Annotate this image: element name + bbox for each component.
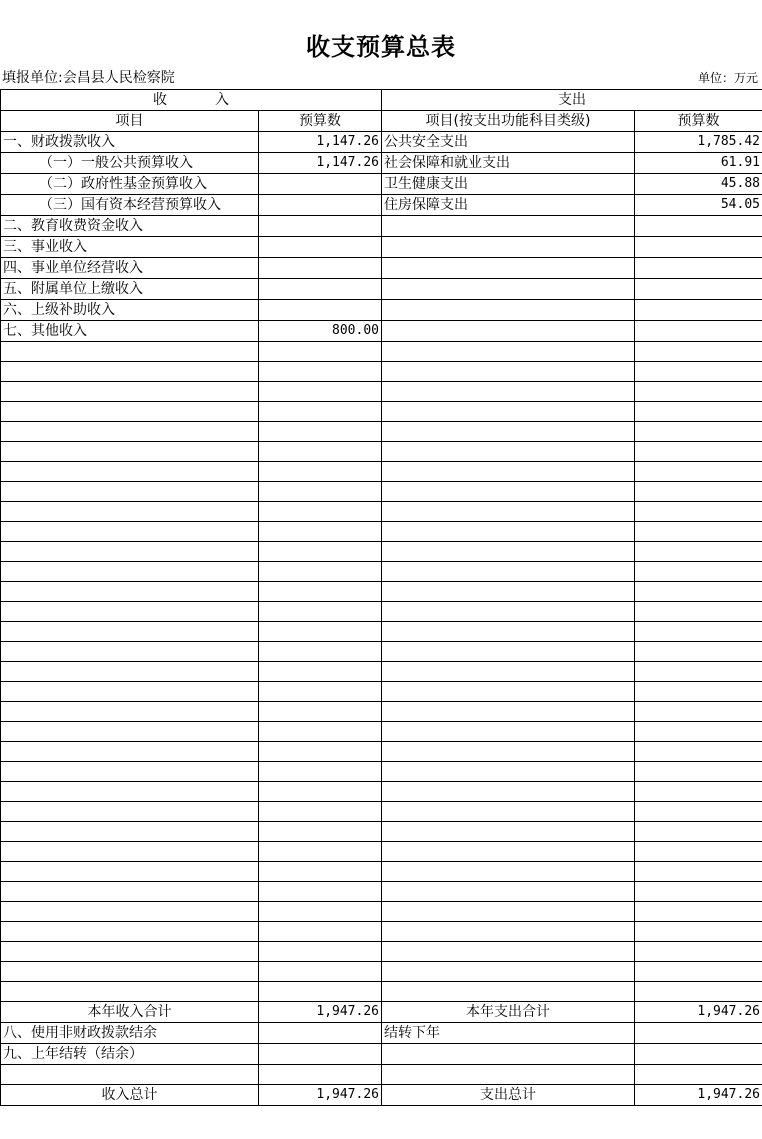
empty-cell	[635, 702, 762, 722]
income-item: 三、事业收入	[1, 237, 259, 258]
blank-row	[1, 462, 762, 482]
blank-row	[1, 682, 762, 702]
empty-cell	[259, 422, 382, 442]
expense-item	[382, 216, 635, 237]
empty-cell	[1, 842, 259, 862]
income-value	[259, 258, 382, 279]
empty-cell	[1, 462, 259, 482]
income-value: 1,147.26	[259, 153, 382, 174]
empty-cell	[1, 402, 259, 422]
empty-cell	[1, 662, 259, 682]
year-total-row	[1, 1002, 762, 1023]
empty-cell	[259, 522, 382, 542]
empty-cell	[259, 962, 382, 982]
empty-cell	[382, 942, 635, 962]
expense-value	[635, 258, 762, 279]
income-header	[1, 90, 382, 111]
empty-cell	[382, 502, 635, 522]
table-row	[1, 279, 762, 300]
empty-cell	[1, 982, 259, 1002]
expense-value	[635, 237, 762, 258]
empty-cell	[635, 562, 762, 582]
table-row	[1, 216, 762, 237]
expense-item: 公共安全支出	[382, 132, 635, 153]
blank-row	[1, 662, 762, 682]
empty-cell	[1, 902, 259, 922]
expense-header: 支出	[382, 90, 762, 111]
blank-row	[1, 902, 762, 922]
empty-cell	[1, 502, 259, 522]
empty-cell	[259, 762, 382, 782]
income-total-label: 收入总计	[1, 1085, 259, 1106]
table-row	[1, 258, 762, 279]
empty-cell	[635, 622, 762, 642]
year-expense-label: 本年支出合计	[382, 1002, 635, 1023]
empty-cell	[635, 362, 762, 382]
empty-cell	[382, 782, 635, 802]
empty-cell	[1, 942, 259, 962]
empty-cell	[382, 722, 635, 742]
income-value	[259, 174, 382, 195]
empty-cell	[1, 802, 259, 822]
blank-row	[1, 922, 762, 942]
expense-value: 54.05	[635, 195, 762, 216]
table-row	[1, 300, 762, 321]
empty-cell	[635, 982, 762, 1002]
blank-row	[1, 722, 762, 742]
empty-cell	[635, 422, 762, 442]
empty-cell	[382, 902, 635, 922]
empty-cell	[1, 682, 259, 702]
empty-cell	[382, 922, 635, 942]
empty-cell	[259, 982, 382, 1002]
empty-cell	[259, 482, 382, 502]
income-item: 一、财政拨款收入	[1, 132, 259, 153]
expense-item	[382, 258, 635, 279]
blank-row	[1, 1065, 762, 1085]
empty-cell	[259, 782, 382, 802]
empty-cell	[1, 762, 259, 782]
income-value	[259, 300, 382, 321]
empty-cell	[259, 722, 382, 742]
blank-row	[1, 602, 762, 622]
empty-cell	[635, 382, 762, 402]
empty-cell	[1, 602, 259, 622]
empty-cell	[635, 882, 762, 902]
empty-cell	[259, 622, 382, 642]
blank-row	[1, 582, 762, 602]
carry-forward-label: 结转下年	[382, 1023, 635, 1044]
empty-cell	[259, 882, 382, 902]
empty-cell	[259, 542, 382, 562]
empty-cell	[635, 922, 762, 942]
empty-cell	[259, 382, 382, 402]
income-item: （三）国有资本经营预算收入	[1, 195, 259, 216]
empty-cell	[382, 402, 635, 422]
blank-row	[1, 802, 762, 822]
empty-cell	[635, 822, 762, 842]
empty-cell	[1, 922, 259, 942]
empty-cell	[382, 622, 635, 642]
empty-cell	[259, 822, 382, 842]
empty-cell	[259, 442, 382, 462]
income-value	[259, 237, 382, 258]
empty-cell	[382, 862, 635, 882]
income-item: 六、上级补助收入	[1, 300, 259, 321]
empty-cell	[1, 642, 259, 662]
empty-cell	[635, 342, 762, 362]
income-item: 二、教育收费资金收入	[1, 216, 259, 237]
empty-cell	[635, 462, 762, 482]
year-expense-value: 1,947.26	[635, 1002, 762, 1023]
blank-row	[1, 862, 762, 882]
empty-cell	[382, 1065, 635, 1085]
income-header-char2: 入	[215, 92, 229, 108]
income-value	[259, 195, 382, 216]
empty-cell	[259, 662, 382, 682]
empty-cell	[1, 702, 259, 722]
empty-cell	[1, 342, 259, 362]
blank-row	[1, 822, 762, 842]
table-row	[1, 237, 762, 258]
row8-label: 八、使用非财政拨款结余	[1, 1023, 259, 1044]
empty-cell	[1, 782, 259, 802]
blank-row	[1, 522, 762, 542]
header-row-sub	[1, 111, 762, 132]
empty-cell	[1, 862, 259, 882]
empty-cell	[1, 1065, 259, 1085]
empty-cell	[1, 562, 259, 582]
expense-item	[382, 300, 635, 321]
empty-cell	[1, 722, 259, 742]
empty-cell	[635, 642, 762, 662]
income-value: 800.00	[259, 321, 382, 342]
expense-budget-header: 预算数	[635, 111, 762, 132]
empty-cell	[635, 782, 762, 802]
empty-cell	[259, 502, 382, 522]
empty-cell	[382, 482, 635, 502]
empty-cell	[635, 902, 762, 922]
table-row	[1, 153, 762, 174]
expense-item	[382, 321, 635, 342]
empty-cell	[1, 522, 259, 542]
expense-value	[635, 216, 762, 237]
income-value	[259, 279, 382, 300]
blank-row	[1, 342, 762, 362]
empty-cell	[635, 742, 762, 762]
year-income-value: 1,947.26	[259, 1002, 382, 1023]
empty-cell	[259, 562, 382, 582]
expense-item: 住房保障支出	[382, 195, 635, 216]
empty-cell	[259, 342, 382, 362]
blank-row	[1, 962, 762, 982]
expense-value	[635, 300, 762, 321]
blank-row	[1, 622, 762, 642]
empty-cell	[382, 982, 635, 1002]
empty-cell	[382, 702, 635, 722]
empty-cell	[259, 922, 382, 942]
expense-item-header: 项目(按支出功能科目类级)	[382, 111, 635, 132]
income-item: 四、事业单位经营收入	[1, 258, 259, 279]
income-item: （二）政府性基金预算收入	[1, 174, 259, 195]
empty-cell	[259, 582, 382, 602]
blank-row	[1, 762, 762, 782]
blank-row	[1, 362, 762, 382]
empty-cell	[382, 682, 635, 702]
empty-cell	[382, 582, 635, 602]
blank-row	[1, 842, 762, 862]
table-row	[1, 174, 762, 195]
empty-cell	[259, 362, 382, 382]
empty-cell	[259, 942, 382, 962]
empty-cell	[635, 962, 762, 982]
empty-cell	[1, 362, 259, 382]
empty-cell	[635, 402, 762, 422]
expense-item: 卫生健康支出	[382, 174, 635, 195]
empty-cell	[382, 422, 635, 442]
blank-row	[1, 782, 762, 802]
empty-cell	[635, 662, 762, 682]
table-row	[1, 321, 762, 342]
income-value	[259, 216, 382, 237]
empty-cell	[259, 742, 382, 762]
income-value: 1,147.26	[259, 132, 382, 153]
income-item: （一）一般公共预算收入	[1, 153, 259, 174]
expense-item: 社会保障和就业支出	[382, 153, 635, 174]
empty-cell	[1, 582, 259, 602]
empty-cell	[382, 362, 635, 382]
previous-year-row	[1, 1044, 762, 1065]
expense-value: 45.88	[635, 174, 762, 195]
page-title: 收支预算总表	[306, 32, 456, 61]
blank-row	[1, 942, 762, 962]
empty-cell	[382, 342, 635, 362]
empty-cell	[1, 442, 259, 462]
row9-label: 九、上年结转（结余）	[1, 1044, 259, 1065]
blank-row	[1, 702, 762, 722]
empty-cell	[635, 1044, 762, 1065]
empty-cell	[259, 802, 382, 822]
expense-total-label: 支出总计	[382, 1085, 635, 1106]
expense-value	[635, 321, 762, 342]
expense-value: 1,785.42	[635, 132, 762, 153]
empty-cell	[382, 1044, 635, 1065]
grand-total-row	[1, 1085, 762, 1106]
expense-item	[382, 237, 635, 258]
row8-value	[259, 1023, 382, 1044]
empty-cell	[382, 882, 635, 902]
blank-row	[1, 642, 762, 662]
empty-cell	[382, 822, 635, 842]
empty-cell	[259, 402, 382, 422]
blank-row	[1, 742, 762, 762]
empty-cell	[382, 962, 635, 982]
empty-cell	[259, 702, 382, 722]
empty-cell	[382, 762, 635, 782]
empty-cell	[635, 482, 762, 502]
empty-cell	[382, 602, 635, 622]
empty-cell	[635, 842, 762, 862]
blank-row	[1, 882, 762, 902]
empty-cell	[1, 382, 259, 402]
empty-cell	[1, 882, 259, 902]
expense-value: 61.91	[635, 153, 762, 174]
year-income-label: 本年收入合计	[1, 1002, 259, 1023]
empty-cell	[1, 622, 259, 642]
blank-row	[1, 542, 762, 562]
empty-cell	[259, 602, 382, 622]
empty-cell	[259, 642, 382, 662]
empty-cell	[1, 482, 259, 502]
empty-cell	[635, 942, 762, 962]
expense-value	[635, 279, 762, 300]
table-row	[1, 132, 762, 153]
income-item: 五、附属单位上缴收入	[1, 279, 259, 300]
blank-row	[1, 442, 762, 462]
blank-row	[1, 482, 762, 502]
empty-cell	[1, 422, 259, 442]
empty-cell	[382, 742, 635, 762]
empty-cell	[635, 522, 762, 542]
carry-forward-value	[635, 1023, 762, 1044]
empty-cell	[635, 722, 762, 742]
reporting-unit: 填报单位:会昌县人民检察院	[2, 70, 175, 86]
empty-cell	[1, 542, 259, 562]
empty-cell	[635, 502, 762, 522]
empty-cell	[635, 542, 762, 562]
empty-cell	[382, 662, 635, 682]
blank-row	[1, 502, 762, 522]
empty-cell	[382, 802, 635, 822]
empty-cell	[382, 542, 635, 562]
empty-cell	[382, 442, 635, 462]
empty-cell	[1, 962, 259, 982]
table-row	[1, 195, 762, 216]
empty-cell	[635, 442, 762, 462]
income-total-value: 1,947.26	[259, 1085, 382, 1106]
empty-cell	[259, 902, 382, 922]
expense-item	[382, 279, 635, 300]
blank-row	[1, 402, 762, 422]
blank-row	[1, 422, 762, 442]
expense-total-value: 1,947.26	[635, 1085, 762, 1106]
empty-cell	[635, 682, 762, 702]
empty-cell	[259, 842, 382, 862]
currency-unit: 单位：万元	[697, 71, 758, 85]
empty-cell	[382, 842, 635, 862]
empty-cell	[1, 742, 259, 762]
empty-cell	[382, 462, 635, 482]
empty-cell	[259, 682, 382, 702]
non-fiscal-balance-row	[1, 1023, 762, 1044]
row9-value	[259, 1044, 382, 1065]
blank-row	[1, 982, 762, 1002]
income-item-header: 项目	[1, 111, 259, 132]
income-header-char1: 收	[153, 92, 167, 108]
empty-cell	[635, 602, 762, 622]
income-item: 七、其他收入	[1, 321, 259, 342]
budget-table	[0, 89, 762, 1106]
income-budget-header: 预算数	[259, 111, 382, 132]
empty-cell	[382, 522, 635, 542]
empty-cell	[259, 462, 382, 482]
empty-cell	[382, 382, 635, 402]
blank-row	[1, 382, 762, 402]
empty-cell	[635, 802, 762, 822]
empty-cell	[382, 642, 635, 662]
empty-cell	[635, 1065, 762, 1085]
empty-cell	[1, 822, 259, 842]
empty-cell	[259, 862, 382, 882]
empty-cell	[635, 582, 762, 602]
empty-cell	[259, 1065, 382, 1085]
empty-cell	[635, 762, 762, 782]
empty-cell	[635, 862, 762, 882]
header-row-top	[1, 90, 762, 111]
empty-cell	[382, 562, 635, 582]
blank-row	[1, 562, 762, 582]
